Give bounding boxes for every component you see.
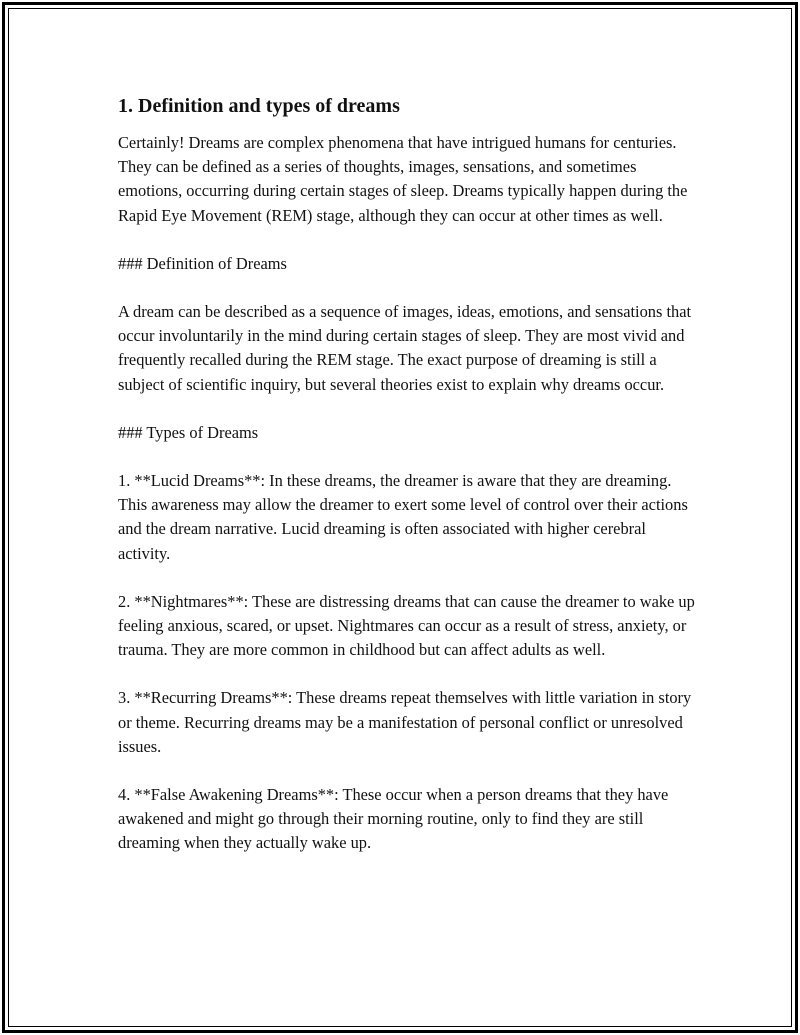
document-title: 1. Definition and types of dreams [118,95,400,117]
document-body [118,93,698,856]
list-item-lucid-dreams: 1. **Lucid Dreams**: In these dreams, the dreamer is aware that they are dreaming. This awareness may allow the dreamer to exert some level of control over their actions and the dream narrative. Lucid dreaming is often associated with higher cerebral activity. [118,471,688,563]
types-heading: ### Types of Dreams [118,422,259,442]
list-item-recurring-dreams: 3. **Recurring Dreams**: These dreams repeat themselves with little variation in story or theme. Recurring dreams may be a manifestation of personal conflict or unresolved issues. [118,688,692,756]
list-item-false-awakening-dreams: 4. **False Awakening Dreams**: These occur when a person dreams that they have awakened and might go through their morning routine, only to find they are still dreaming when they actually wake up. [118,785,669,853]
definition-paragraph: A dream can be described as a sequence of images, ideas, emotions, and sensations that occur involuntarily in the mind during certain stages of sleep. They are most vivid and frequently recalled during the REM stage. The exact purpose of dreaming is still a subject of scientific inquiry, but several theories exist to explain why dreams occur. [118,302,692,394]
definition-heading: ### Definition of Dreams [118,253,287,273]
list-item-nightmares: 2. **Nightmares**: These are distressing dreams that can cause the dreamer to wake up feeling anxious, scared, or upset. Nightmares can occur as a result of stress, anxiety, or trauma. They are more common in childhood but can affect adults as well. [118,591,695,660]
intro-paragraph: Certainly! Dreams are complex phenomena that have intrigued humans for centuries. They can be defined as a series of thoughts, images, sensations, and sometimes emotions, occurring during certain stages of sleep. Dreams typically happen during the Rapid Eye Movement (REM) stage, although they can occur at other times as well. [118,133,688,225]
